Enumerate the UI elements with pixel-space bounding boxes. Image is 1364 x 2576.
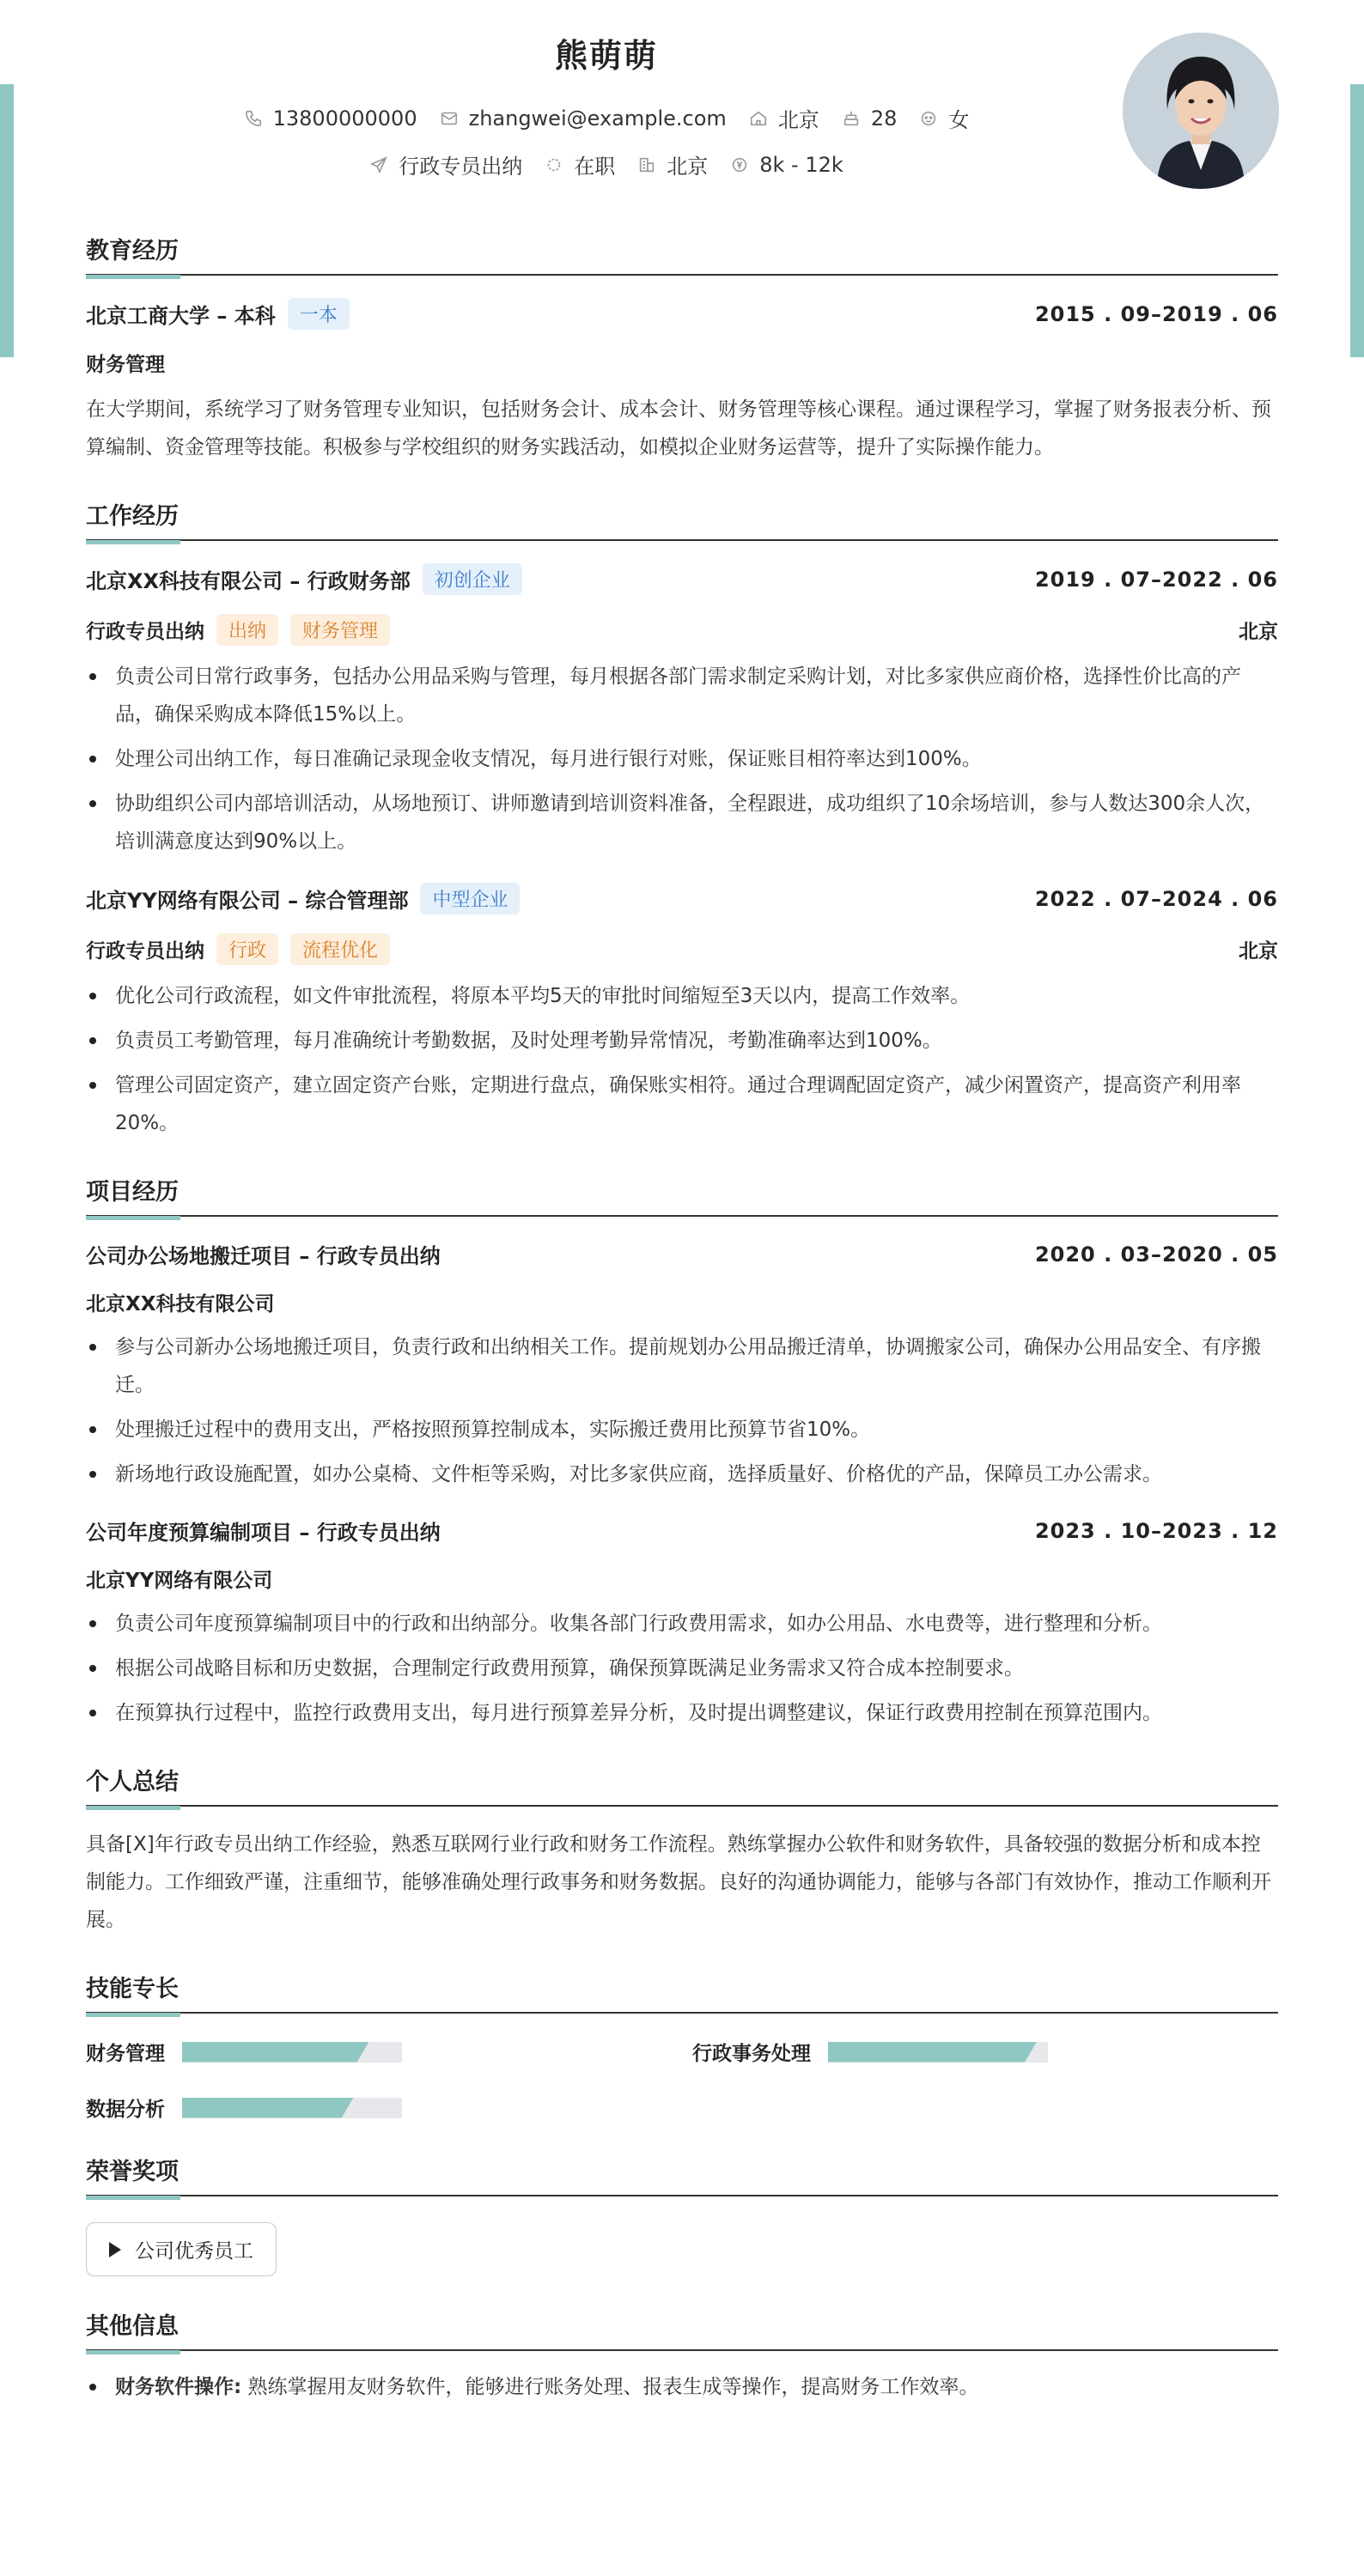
status-info — [545, 149, 615, 179]
section-title-skills: 技能专长 — [86, 1970, 1278, 2014]
project-company: 北京YY网络有限公司 — [86, 1570, 273, 1592]
project-company: 北京XX科技有限公司 — [86, 1293, 275, 1315]
skill-name: 数据分析 — [86, 2099, 165, 2121]
project-header-row — [86, 1516, 1278, 1546]
bullet-item: 管理公司固定资产，建立固定资产台账，定期进行盘点，确保账实相符。通过合理调配固定资产，减少闲置资产，提高资产利用率20%。 — [86, 1066, 1278, 1142]
resume-header — [0, 0, 1364, 223]
bullet-item: 优化公司行政流程，如文件审批流程，将原本平均5天的审批时间缩短至3天以内，提高工作效率。 — [86, 977, 1278, 1015]
send-icon — [369, 155, 388, 174]
bullet-item: 参与公司新办公场地搬迁项目，负责行政和出纳相关工作。提前规划办公用品搬迁清单，协调搬家公司，确保办公用品安全、有序搬迁。 — [86, 1328, 1278, 1404]
work-bullets — [86, 977, 1278, 1142]
skills-grid — [86, 2038, 1278, 2122]
work-role-row — [86, 614, 1278, 646]
skill-fill — [182, 2098, 354, 2118]
other-label: 财务软件操作: — [115, 2376, 242, 2398]
project-header-row — [86, 1239, 1278, 1269]
gender-text: 女 — [948, 108, 970, 132]
other-section — [86, 2307, 1278, 2406]
section-title-work: 工作经历 — [86, 497, 1278, 541]
gender-info — [919, 103, 969, 133]
project-date: 2020 . 03–2020 . 05 — [1034, 1242, 1278, 1267]
other-text: 熟练掌握用友财务软件，能够进行账务处理、报表生成等操作，提高财务工作效率。 — [247, 2376, 979, 2398]
company-line: 北京YY网络有限公司 – 综合管理部 — [86, 889, 409, 913]
bullet-item: 根据公司战略目标和历史数据，合理制定行政费用预算，确保预算既满足业务需求又符合成本控制要求。 — [86, 1649, 1278, 1687]
age-info — [842, 106, 898, 131]
skills-section — [86, 1970, 1278, 2122]
other-bullets — [86, 2368, 1278, 2406]
bullet-item: 新场地行政设施配置，如办公桌椅、文件柜等采购，对比多家供应商，选择质量好、价格优的产品，保障员工办公需求。 — [86, 1455, 1278, 1493]
skill-item — [692, 2038, 1278, 2066]
section-title-honors: 荣誉奖项 — [86, 2153, 1278, 2196]
job-intent-row — [0, 149, 1213, 179]
skill-item — [86, 2093, 692, 2122]
project-section — [86, 1173, 1278, 1732]
target-position-text: 行政专员出纳 — [399, 155, 523, 179]
building-icon — [637, 155, 656, 174]
gender-icon — [919, 109, 938, 128]
work-section — [86, 497, 1278, 1142]
skill-tag: 行政 — [216, 933, 278, 965]
skill-tag: 流程优化 — [290, 933, 390, 965]
company-tag: 初创企业 — [423, 563, 522, 595]
home-icon — [749, 109, 768, 128]
role: 行政专员出纳 — [86, 621, 204, 643]
education-date: 2015 . 09–2019 . 06 — [1034, 301, 1278, 326]
skill-item — [86, 2038, 692, 2066]
education-description: 在大学期间，系统学习了财务管理专业知识，包括财务会计、成本会计、财务管理等核心课程。通过课程学习，掌握了财务报表分析、预算编制、资金管理等技能。积极参与学校组织的财务实践活动，如模拟企业财务运营等，提升了实际操作能力。 — [86, 398, 1271, 459]
skill-tag: 财务管理 — [290, 614, 390, 646]
target-city-text: 北京 — [667, 155, 709, 179]
company-tag: 中型企业 — [420, 883, 520, 914]
work-header-row — [86, 883, 1278, 914]
project-name: 公司办公场地搬迁项目 – 行政专员出纳 — [86, 1244, 441, 1268]
work-date: 2019 . 07–2022 . 06 — [1034, 567, 1278, 592]
work-date: 2022 . 07–2024 . 06 — [1034, 886, 1278, 911]
contact-row — [0, 103, 1213, 133]
phone-icon — [244, 109, 263, 128]
phone-text: 13800000000 — [272, 106, 417, 131]
project-company-row — [86, 1564, 1278, 1593]
company-line: 北京XX科技有限公司 – 行政财务部 — [86, 569, 411, 593]
resume-body — [86, 232, 1278, 2437]
bullet-item: 处理搬迁过程中的费用支出，严格按照预算控制成本，实际搬迁费用比预算节省10%。 — [86, 1411, 1278, 1449]
section-title-education: 教育经历 — [86, 232, 1278, 276]
section-title-summary: 个人总结 — [86, 1763, 1278, 1807]
school-line: 北京工商大学 – 本科 — [86, 304, 276, 328]
school-tag: 一本 — [288, 298, 350, 330]
bullet-item: 负责员工考勤管理，每月准确统计考勤数据，及时处理考勤异常情况，考勤准确率达到100%。 — [86, 1022, 1278, 1060]
work-bullets — [86, 658, 1278, 860]
target-city-info — [637, 149, 708, 179]
skill-bar — [182, 2098, 402, 2118]
skill-tag: 出纳 — [216, 614, 278, 646]
skill-fill — [182, 2042, 369, 2063]
skill-name: 行政事务处理 — [692, 2043, 811, 2065]
bullet-item: 负责公司日常行政事务，包括办公用品采购与管理，每月根据各部门需求制定采购计划，对比多家供应商价格，选择性价比高的产品，确保采购成本降低15%以上。 — [86, 658, 1278, 733]
honor-text: 公司优秀员工 — [135, 2240, 253, 2263]
age-text: 28 — [870, 106, 898, 131]
education-section — [86, 232, 1278, 466]
skill-name: 财务管理 — [86, 2043, 165, 2065]
bullet-item: 在预算执行过程中，监控行政费用支出，每月进行预算差异分析，及时提出调整建议，保证行政费用控制在预算范围内。 — [86, 1694, 1278, 1732]
project-name: 公司年度预算编制项目 – 行政专员出纳 — [86, 1521, 441, 1545]
phone-info — [244, 106, 417, 131]
candidate-name: 熊萌萌 — [554, 37, 658, 75]
work-city: 北京 — [1239, 940, 1278, 963]
major: 财务管理 — [86, 354, 165, 376]
skill-bar — [828, 2042, 1048, 2063]
section-title-projects: 项目经历 — [86, 1173, 1278, 1217]
honors-section — [86, 2153, 1278, 2276]
mail-icon — [440, 109, 459, 128]
play-triangle-icon — [109, 2242, 121, 2257]
skill-bar — [182, 2042, 402, 2063]
summary-section — [86, 1763, 1278, 1939]
bullet-item: 负责公司年度预算编制项目中的行政和出纳部分。收集各部门行政费用需求，如办公用品、水电费等，进行整理和分析。 — [86, 1605, 1278, 1643]
project-date: 2023 . 10–2023 . 12 — [1034, 1518, 1278, 1543]
role: 行政专员出纳 — [86, 940, 204, 963]
salary-icon — [730, 155, 749, 174]
project-bullets — [86, 1328, 1278, 1493]
project-bullets — [86, 1605, 1278, 1732]
status-text: 在职 — [574, 155, 616, 179]
honor-item — [86, 2222, 277, 2276]
status-icon — [545, 155, 563, 174]
email-info — [440, 106, 727, 131]
salary-info — [730, 153, 843, 177]
project-company-row — [86, 1288, 1278, 1316]
age-icon — [842, 109, 861, 128]
major-row — [86, 349, 1278, 377]
work-header-row — [86, 563, 1278, 595]
work-role-row — [86, 933, 1278, 965]
salary-text: 8k - 12k — [759, 152, 843, 177]
education-header-row — [86, 298, 1278, 330]
summary-text: 具备[X]年行政专员出纳工作经验，熟悉互联网行业行政和财务工作流程。熟练掌握办公软件和财务软件，具备较强的数据分析和成本控制能力。工作细致严谨，注重细节，能够准确处理行政事务和财务数据。良好的沟通协调能力，能够与各部门有效协作，推动工作顺利开展。 — [86, 1833, 1271, 1931]
email-text: zhangwei@example.com — [468, 106, 727, 131]
avatar — [1123, 33, 1279, 189]
skill-fill — [828, 2042, 1037, 2063]
target-position-info — [369, 149, 522, 179]
location-text: 北京 — [777, 108, 819, 132]
location-info — [749, 103, 819, 133]
bullet-item: 处理公司出纳工作，每日准确记录现金收支情况，每月进行银行对账，保证账目相符率达到100%。 — [86, 740, 1278, 778]
bullet-item: 协助组织公司内部培训活动，从场地预订、讲师邀请到培训资料准备，全程跟进，成功组织了10余场培训，参与人数达300余人次，培训满意度达到90%以上。 — [86, 785, 1278, 860]
work-city: 北京 — [1239, 621, 1278, 643]
section-title-other: 其他信息 — [86, 2307, 1278, 2351]
bullet-item — [86, 2368, 1278, 2406]
